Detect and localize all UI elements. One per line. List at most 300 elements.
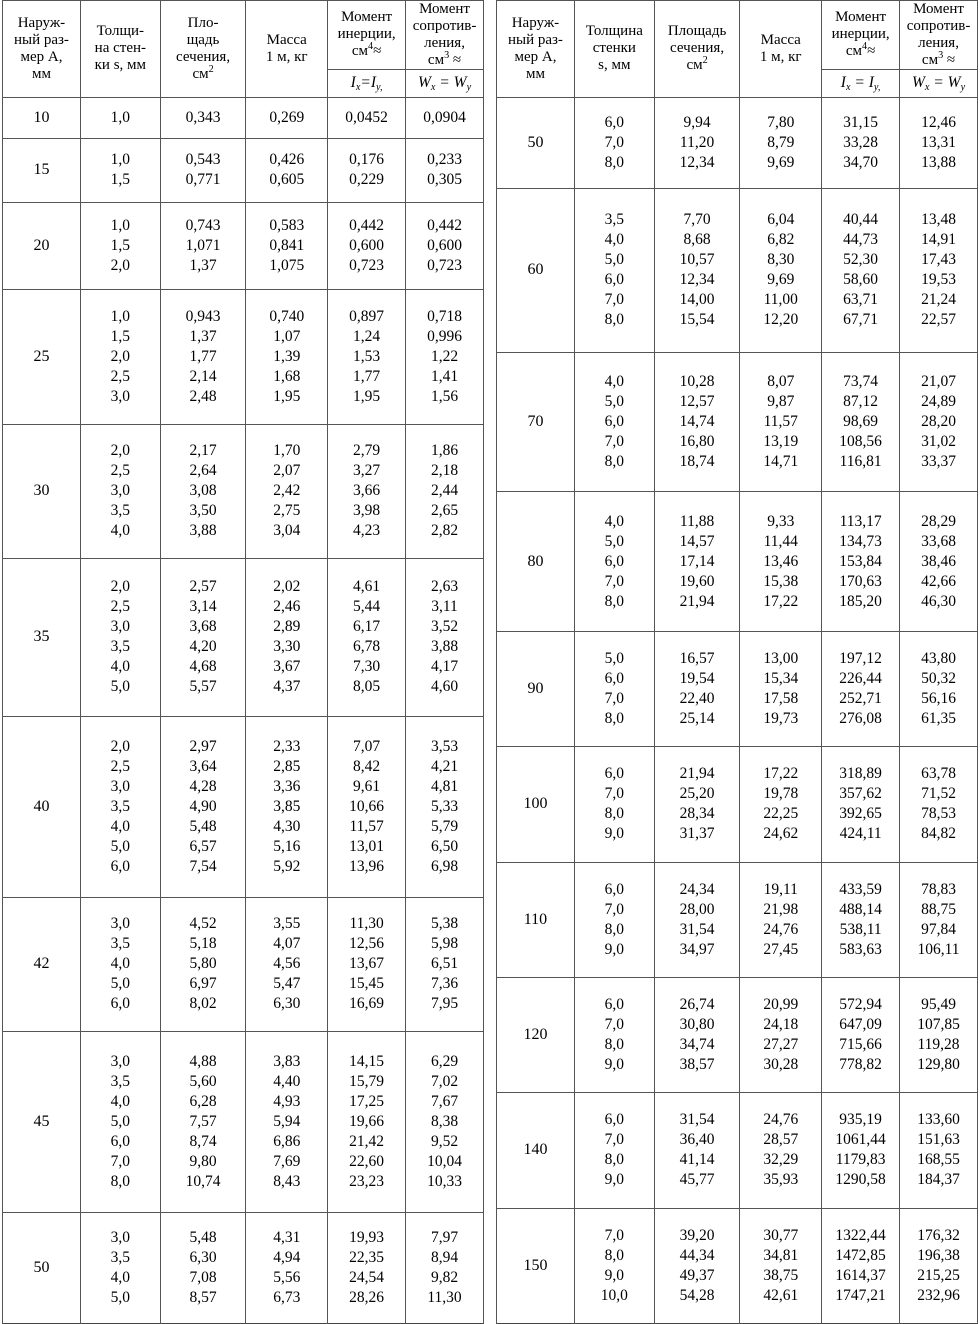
- cell-moment-inertia-value: 5,44: [353, 598, 381, 616]
- cell-moment-inertia-value: 357,62: [839, 785, 882, 803]
- cell-mass-value: 4,40: [273, 1072, 301, 1090]
- cell-moment-inertia: [328, 290, 406, 424]
- cell-section-area-value: 30,80: [679, 1016, 715, 1034]
- cell-moment-resistance-value: 2,63: [430, 578, 459, 596]
- cell-mass-value: 24,76: [763, 920, 799, 938]
- cell-moment-inertia: [822, 97, 900, 188]
- cell-section-area-value: 2,17: [189, 442, 217, 460]
- cell-mass: [740, 492, 822, 632]
- cell-moment-resistance-value: 43,80: [921, 650, 956, 668]
- right-table-body: [497, 97, 978, 1323]
- cell-wall-thickness-value: 6,0: [604, 765, 625, 783]
- cell-outer-size: 140: [497, 1093, 575, 1208]
- cell-mass-value: 20,99: [763, 996, 799, 1014]
- cell-moment-resistance-value: 9,52: [430, 1132, 459, 1150]
- cell-moment-inertia-value: 44,73: [843, 231, 879, 249]
- cell-section-area-value: 39,20: [679, 1226, 715, 1244]
- cell-moment-resistance-value: 21,24: [921, 291, 956, 309]
- cell-wall-thickness: [574, 1208, 654, 1323]
- cell-mass-value: 3,83: [273, 1052, 301, 1070]
- cell-moment-resistance-value: 8,94: [430, 1249, 459, 1266]
- cell-section-area: [160, 1031, 246, 1212]
- header-moment-inertia: Момент инерции, $см^4\approx$: [822, 1, 900, 70]
- cell-wall-thickness-value: 6,0: [110, 1132, 131, 1150]
- cell-moment-resistance-value: 0,996: [427, 328, 462, 346]
- cell-mass-value: 0,269: [269, 108, 305, 126]
- cell-moment-inertia-value: 153,84: [839, 552, 882, 570]
- cell-moment-resistance-value: 14,91: [921, 231, 956, 249]
- cell-wall-thickness-value: 8,0: [604, 452, 625, 470]
- cell-moment-resistance-value: 3,11: [431, 598, 458, 616]
- cell-section-area-value: 31,54: [679, 920, 715, 938]
- header-wall-thickness: Толщи- на стен- ки s, мм: [80, 1, 160, 98]
- cell-mass-value: 2,42: [273, 482, 301, 500]
- cell-wall-thickness-value: 7,0: [604, 1131, 625, 1149]
- cell-section-area-value: 6,28: [189, 1092, 217, 1110]
- table-row: [3, 202, 484, 290]
- cell-section-area: [654, 492, 740, 632]
- cell-moment-resistance-value: 4,21: [430, 757, 459, 775]
- cell-wall-thickness-value: 6,0: [604, 996, 625, 1014]
- cell-moment-inertia-value: 392,65: [839, 805, 882, 823]
- cell-mass: [246, 559, 328, 717]
- cell-section-area-value: 1,77: [189, 348, 217, 366]
- cell-wall-thickness-value: 4,0: [604, 512, 625, 530]
- header-section-area: Площадь сечения, $см^2$: [654, 1, 740, 98]
- cell-mass-value: 3,36: [273, 777, 301, 795]
- cell-outer-size: 20: [3, 202, 81, 290]
- cell-wall-thickness-value: 8,0: [604, 920, 625, 938]
- cell-moment-resistance-value: 88,75: [921, 900, 956, 918]
- cell-moment-resistance-value: 7,02: [430, 1072, 459, 1090]
- cell-moment-inertia-value: 98,69: [843, 412, 879, 430]
- cell-section-area: [160, 424, 246, 558]
- cell-section-area-value: 7,54: [189, 857, 217, 875]
- cell-moment-inertia-value: 7,30: [353, 658, 381, 676]
- cell-section-area-value: 28,00: [679, 900, 715, 918]
- cell-mass-value: 4,30: [273, 817, 301, 835]
- cell-moment-resistance-value: 5,33: [430, 797, 459, 815]
- cell-mass-value: 11,57: [763, 412, 798, 430]
- cell-moment-resistance-value: 0,718: [427, 308, 462, 326]
- cell-moment-inertia-value: 52,30: [843, 251, 879, 269]
- table-row: [3, 424, 484, 558]
- cell-moment-resistance-value: 129,80: [917, 1056, 960, 1074]
- cell-section-area-value: 7,57: [189, 1112, 217, 1130]
- cell-wall-thickness-value: 8,0: [604, 710, 625, 728]
- cell-wall-thickness-value: 6,0: [604, 271, 625, 289]
- cell-moment-resistance-value: 1,41: [430, 368, 459, 386]
- cell-section-area-value: 3,08: [189, 482, 217, 500]
- cell-moment-inertia-value: 572,94: [839, 996, 882, 1014]
- cell-wall-thickness-value: 5,0: [110, 837, 131, 855]
- header-formula-inertia: $I_x = I_{y,}$: [822, 69, 900, 97]
- header-area-unit: $см^2$: [192, 63, 214, 82]
- cell-moment-inertia-value: 488,14: [839, 900, 882, 918]
- cell-moment-resistance-value: 4,17: [430, 658, 459, 676]
- cell-outer-size: 25: [3, 290, 81, 424]
- cell-section-area-value: 0,771: [185, 171, 221, 189]
- cell-moment-inertia-value: 538,11: [839, 920, 882, 938]
- cell-moment-inertia-value: 583,63: [839, 940, 882, 958]
- cell-section-area: [654, 862, 740, 977]
- cell-moment-inertia: [328, 1031, 406, 1212]
- cell-moment-inertia-value: 1,24: [353, 328, 381, 346]
- cell-moment-inertia: [328, 1213, 406, 1324]
- cell-section-area-value: 4,68: [189, 658, 217, 676]
- cell-moment-inertia-value: 3,66: [353, 482, 381, 500]
- cell-section-area: [654, 97, 740, 188]
- cell-wall-thickness: [80, 1031, 160, 1212]
- cell-moment-inertia-value: 1290,58: [835, 1171, 886, 1189]
- cell-moment-resistance-value: 24,89: [921, 392, 956, 410]
- cell-section-area-value: 31,37: [679, 825, 715, 843]
- cell-wall-thickness-value: 9,0: [604, 1056, 625, 1074]
- cell-wall-thickness-value: 2,0: [110, 442, 131, 460]
- cell-section-area-value: 18,74: [679, 452, 715, 470]
- cell-wall-thickness-value: 5,0: [110, 678, 131, 696]
- cell-moment-resistance: [406, 424, 484, 558]
- cell-wall-thickness-value: 7,0: [604, 1226, 625, 1244]
- cell-wall-thickness: [574, 1093, 654, 1208]
- cell-mass-value: 4,31: [273, 1229, 301, 1246]
- cell-moment-resistance-value: 0,600: [427, 237, 462, 255]
- cell-moment-resistance-value: 168,55: [917, 1151, 960, 1169]
- table-row: [497, 1208, 978, 1323]
- cell-moment-resistance-value: 6,50: [430, 837, 459, 855]
- cell-wall-thickness: [80, 202, 160, 290]
- cell-wall-thickness: [574, 352, 654, 492]
- cell-outer-size: 10: [3, 97, 81, 138]
- cell-moment-resistance-value: 12,46: [921, 113, 956, 131]
- cell-mass-value: 2,85: [273, 757, 301, 775]
- cell-wall-thickness-value: 5,0: [604, 251, 625, 269]
- cell-section-area-value: 0,543: [185, 151, 221, 169]
- cell-moment-inertia: [822, 631, 900, 746]
- cell-moment-resistance-value: 11,30: [427, 1289, 462, 1306]
- cell-moment-inertia-value: 33,28: [843, 133, 879, 151]
- cell-wall-thickness-value: 5,0: [110, 1289, 131, 1306]
- cell-moment-resistance: [406, 897, 484, 1031]
- cell-section-area-value: 8,74: [189, 1132, 217, 1150]
- cell-moment-resistance-value: 61,35: [921, 710, 956, 728]
- cell-moment-inertia-value: 1061,44: [835, 1131, 886, 1149]
- cell-section-area-value: 0,343: [185, 108, 221, 126]
- left-table-header: [3, 1, 484, 98]
- cell-section-area-value: 2,57: [189, 578, 217, 596]
- cell-mass-value: 0,841: [269, 237, 305, 255]
- cell-mass: [740, 862, 822, 977]
- cell-moment-resistance-value: 21,07: [921, 372, 956, 390]
- table-row: [497, 188, 978, 352]
- cell-mass-value: 9,69: [767, 153, 795, 171]
- cell-wall-thickness-value: 4,0: [110, 817, 131, 835]
- cell-mass: [246, 138, 328, 202]
- cell-moment-resistance-value: 8,38: [430, 1112, 459, 1130]
- cell-moment-inertia-value: 1,53: [353, 348, 381, 366]
- cell-section-area-value: 4,52: [189, 915, 217, 933]
- cell-moment-resistance: [406, 290, 484, 424]
- cell-moment-inertia-value: 0,442: [349, 217, 385, 235]
- cell-moment-inertia-value: 4,23: [353, 522, 381, 540]
- cell-moment-resistance-value: 46,30: [921, 592, 956, 610]
- cell-moment-inertia-value: 31,15: [843, 113, 879, 131]
- cell-moment-resistance: [900, 352, 978, 492]
- cell-moment-resistance-value: 63,78: [921, 765, 956, 783]
- cell-wall-thickness-value: 5,0: [604, 650, 625, 668]
- cell-outer-size: 50: [3, 1213, 81, 1324]
- table-row: [3, 897, 484, 1031]
- cell-section-area-value: 31,54: [679, 1111, 715, 1129]
- cell-moment-resistance-value: 42,66: [921, 572, 956, 590]
- cell-section-area: [654, 747, 740, 862]
- cell-section-area-value: 15,54: [679, 311, 715, 329]
- cell-mass-value: 3,04: [273, 522, 301, 540]
- right-table-panel: [490, 0, 980, 1324]
- cell-mass-value: 2,33: [273, 737, 301, 755]
- cell-wall-thickness: [574, 188, 654, 352]
- cell-mass-value: 24,76: [763, 1111, 799, 1129]
- cell-section-area-value: 2,64: [189, 462, 217, 480]
- cell-mass-value: 1,95: [273, 388, 301, 406]
- cell-section-area-value: 7,08: [189, 1269, 217, 1286]
- cell-wall-thickness-value: 1,5: [110, 328, 131, 346]
- cell-wall-thickness-value: 2,5: [110, 598, 131, 616]
- cell-section-area-value: 4,28: [189, 777, 217, 795]
- cell-moment-inertia-value: 226,44: [839, 670, 882, 688]
- cell-section-area-value: 14,57: [679, 532, 715, 550]
- cell-section-area-value: 36,40: [679, 1131, 715, 1149]
- cell-section-area-value: 54,28: [679, 1286, 715, 1304]
- cell-moment-inertia-value: 21,42: [349, 1132, 385, 1150]
- cell-wall-thickness-value: 8,0: [604, 1151, 625, 1169]
- cell-section-area-value: 10,28: [679, 372, 715, 390]
- cell-mass: [246, 1031, 328, 1212]
- cell-wall-thickness-value: 6,0: [110, 995, 131, 1013]
- table-row: [3, 290, 484, 424]
- cell-section-area-value: 49,37: [679, 1266, 715, 1284]
- cell-moment-resistance-value: 7,95: [430, 995, 459, 1013]
- cell-wall-thickness-value: 3,0: [110, 777, 131, 795]
- cell-moment-inertia-value: 19,66: [349, 1112, 385, 1130]
- cell-moment-resistance-value: 3,88: [430, 638, 459, 656]
- cell-mass-value: 6,82: [767, 231, 795, 249]
- cell-wall-thickness: [80, 290, 160, 424]
- cell-moment-inertia: [822, 1093, 900, 1208]
- cell-wall-thickness: [80, 559, 160, 717]
- cell-moment-resistance-value: 97,84: [921, 920, 956, 938]
- cell-moment-resistance-value: 10,33: [427, 1172, 462, 1190]
- cell-mass-value: 8,07: [767, 372, 795, 390]
- cell-wall-thickness-value: 4,0: [110, 1269, 131, 1286]
- cell-wall-thickness-value: 5,0: [604, 392, 625, 410]
- cell-mass: [246, 424, 328, 558]
- cell-moment-resistance-value: 5,79: [430, 817, 459, 835]
- cell-wall-thickness-value: 7,0: [604, 690, 625, 708]
- cell-mass-value: 42,61: [763, 1286, 799, 1304]
- cell-mass-value: 9,87: [767, 392, 795, 410]
- cell-moment-resistance-value: 13,88: [921, 153, 956, 171]
- cell-outer-size: 60: [497, 188, 575, 352]
- cell-moment-resistance: [406, 559, 484, 717]
- header-mass: Масса 1 м, кг: [740, 1, 822, 98]
- cell-wall-thickness-value: 3,5: [110, 935, 131, 953]
- cell-moment-inertia-value: 22,35: [349, 1249, 385, 1266]
- cell-wall-thickness: [80, 97, 160, 138]
- cell-section-area-value: 8,68: [683, 231, 711, 249]
- cell-moment-inertia-value: 170,63: [839, 572, 882, 590]
- cell-section-area-value: 12,34: [679, 271, 715, 289]
- right-table-header: [497, 1, 978, 98]
- cell-mass: [740, 352, 822, 492]
- cell-moment-inertia: [328, 424, 406, 558]
- cell-moment-inertia-value: 63,71: [843, 291, 879, 309]
- cell-moment-resistance-value: 9,82: [430, 1269, 459, 1286]
- cell-moment-inertia: [328, 716, 406, 897]
- cell-moment-resistance-value: 4,60: [430, 678, 459, 696]
- cell-outer-size: 100: [497, 747, 575, 862]
- cell-wall-thickness-value: 7,0: [604, 785, 625, 803]
- cell-mass: [740, 1093, 822, 1208]
- cell-section-area-value: 28,34: [679, 805, 715, 823]
- cell-mass-value: 24,18: [763, 1016, 799, 1034]
- cell-section-area: [160, 138, 246, 202]
- cell-mass-value: 11,00: [763, 291, 798, 309]
- cell-section-area-value: 4,88: [189, 1052, 217, 1070]
- cell-moment-resistance-value: 0,305: [427, 171, 462, 189]
- cell-mass-value: 32,29: [763, 1151, 799, 1169]
- cell-wall-thickness-value: 2,0: [110, 348, 131, 366]
- cell-moment-inertia-value: 9,61: [353, 777, 381, 795]
- cell-moment-inertia: [822, 977, 900, 1092]
- cell-section-area-value: 5,57: [189, 678, 217, 696]
- cell-wall-thickness: [574, 977, 654, 1092]
- cell-moment-resistance: [900, 97, 978, 188]
- cell-moment-inertia-value: 8,05: [353, 678, 381, 696]
- cell-mass-value: 6,30: [273, 995, 301, 1013]
- cell-section-area: [160, 897, 246, 1031]
- cell-section-area-value: 19,60: [679, 572, 715, 590]
- cell-moment-inertia-value: 276,08: [839, 710, 882, 728]
- cell-wall-thickness-value: 3,0: [110, 915, 131, 933]
- cell-mass-value: 35,93: [763, 1171, 799, 1189]
- cell-wall-thickness-value: 3,5: [604, 211, 625, 229]
- cell-moment-inertia-value: 15,79: [349, 1072, 385, 1090]
- cell-mass-value: 11,44: [763, 532, 798, 550]
- table-row: [497, 352, 978, 492]
- cell-moment-resistance-value: 10,04: [427, 1152, 462, 1170]
- cell-moment-inertia-value: 8,42: [353, 757, 381, 775]
- table-row: [3, 138, 484, 202]
- cell-wall-thickness-value: 4,0: [110, 522, 131, 540]
- cell-section-area-value: 8,57: [189, 1289, 217, 1306]
- cell-moment-resistance: [900, 1208, 978, 1323]
- cell-wall-thickness-value: 5,0: [604, 532, 625, 550]
- cell-mass-value: 4,37: [273, 678, 301, 696]
- cell-mass-value: 6,73: [273, 1289, 301, 1306]
- cell-mass-value: 5,16: [273, 837, 301, 855]
- cell-moment-resistance: [406, 138, 484, 202]
- cell-moment-resistance: [900, 188, 978, 352]
- cell-moment-inertia: [328, 138, 406, 202]
- cell-moment-inertia-value: 34,70: [843, 153, 879, 171]
- cell-moment-resistance-value: 78,53: [921, 805, 956, 823]
- cell-mass-value: 0,426: [269, 151, 305, 169]
- cell-wall-thickness-value: 2,0: [110, 257, 131, 275]
- cell-moment-resistance: [406, 1213, 484, 1324]
- header-area-unit: $см^2$: [686, 55, 708, 74]
- cell-wall-thickness-value: 1,5: [110, 171, 131, 189]
- cell-wall-thickness-value: 4,0: [604, 231, 625, 249]
- cell-mass: [740, 1208, 822, 1323]
- cell-mass-value: 17,22: [763, 765, 799, 783]
- cell-moment-resistance: [900, 862, 978, 977]
- cell-moment-inertia-value: 4,61: [353, 578, 381, 596]
- cell-section-area-value: 3,64: [189, 757, 217, 775]
- cell-moment-inertia: [822, 1208, 900, 1323]
- cell-mass-value: 13,19: [763, 432, 799, 450]
- cell-wall-thickness-value: 2,0: [110, 578, 131, 596]
- cell-moment-resistance-value: 7,97: [430, 1229, 459, 1246]
- cell-moment-inertia-value: 10,66: [349, 797, 385, 815]
- cell-section-area: [654, 352, 740, 492]
- header-inertia-unit: $см^4\approx$: [351, 41, 382, 60]
- cell-moment-inertia-value: 252,71: [839, 690, 882, 708]
- header-formula-resistance: $W_x = W_y$: [900, 69, 978, 97]
- cell-wall-thickness-value: 8,0: [604, 1246, 625, 1264]
- header-moment-inertia: Момент инерции, $см^4\approx$: [328, 1, 406, 70]
- cell-wall-thickness-value: 3,5: [110, 502, 131, 520]
- cell-wall-thickness: [574, 862, 654, 977]
- cell-moment-resistance-value: 31,02: [921, 432, 956, 450]
- cell-moment-inertia: [822, 747, 900, 862]
- cell-section-area: [654, 631, 740, 746]
- cell-wall-thickness-value: 7,0: [604, 900, 625, 918]
- cell-wall-thickness: [574, 747, 654, 862]
- cell-section-area-value: 3,14: [189, 598, 217, 616]
- cell-mass: [740, 631, 822, 746]
- cell-mass-value: 6,86: [273, 1132, 301, 1150]
- header-section-area: Пло- щадь сечения, $см^2$: [160, 1, 246, 98]
- cell-wall-thickness-value: 7,0: [604, 572, 625, 590]
- cell-section-area-value: 21,94: [679, 592, 715, 610]
- cell-wall-thickness-value: 7,0: [604, 1016, 625, 1034]
- cell-mass-value: 4,56: [273, 955, 301, 973]
- cell-wall-thickness: [574, 492, 654, 632]
- cell-mass-value: 6,04: [767, 211, 795, 229]
- cell-moment-inertia: [328, 97, 406, 138]
- cell-mass-value: 15,38: [763, 572, 799, 590]
- table-row: [3, 559, 484, 717]
- cell-moment-inertia-value: 1472,85: [835, 1246, 886, 1264]
- cell-moment-resistance-value: 38,46: [921, 552, 956, 570]
- cell-section-area-value: 5,48: [189, 817, 217, 835]
- cell-section-area-value: 2,14: [189, 368, 217, 386]
- cell-mass-value: 14,71: [763, 452, 799, 470]
- cell-moment-inertia-value: 24,54: [349, 1269, 385, 1286]
- cell-wall-thickness-value: 8,0: [604, 153, 625, 171]
- cell-wall-thickness-value: 1,0: [110, 151, 131, 169]
- cell-mass: [246, 202, 328, 290]
- left-sortament-table: [2, 0, 484, 1324]
- cell-section-area-value: 5,18: [189, 935, 217, 953]
- cell-wall-thickness-value: 3,5: [110, 638, 131, 656]
- cell-moment-resistance-value: 106,11: [917, 940, 960, 958]
- cell-mass-value: 3,30: [273, 638, 301, 656]
- cell-section-area-value: 17,14: [679, 552, 715, 570]
- cell-section-area-value: 5,80: [189, 955, 217, 973]
- cell-mass: [740, 97, 822, 188]
